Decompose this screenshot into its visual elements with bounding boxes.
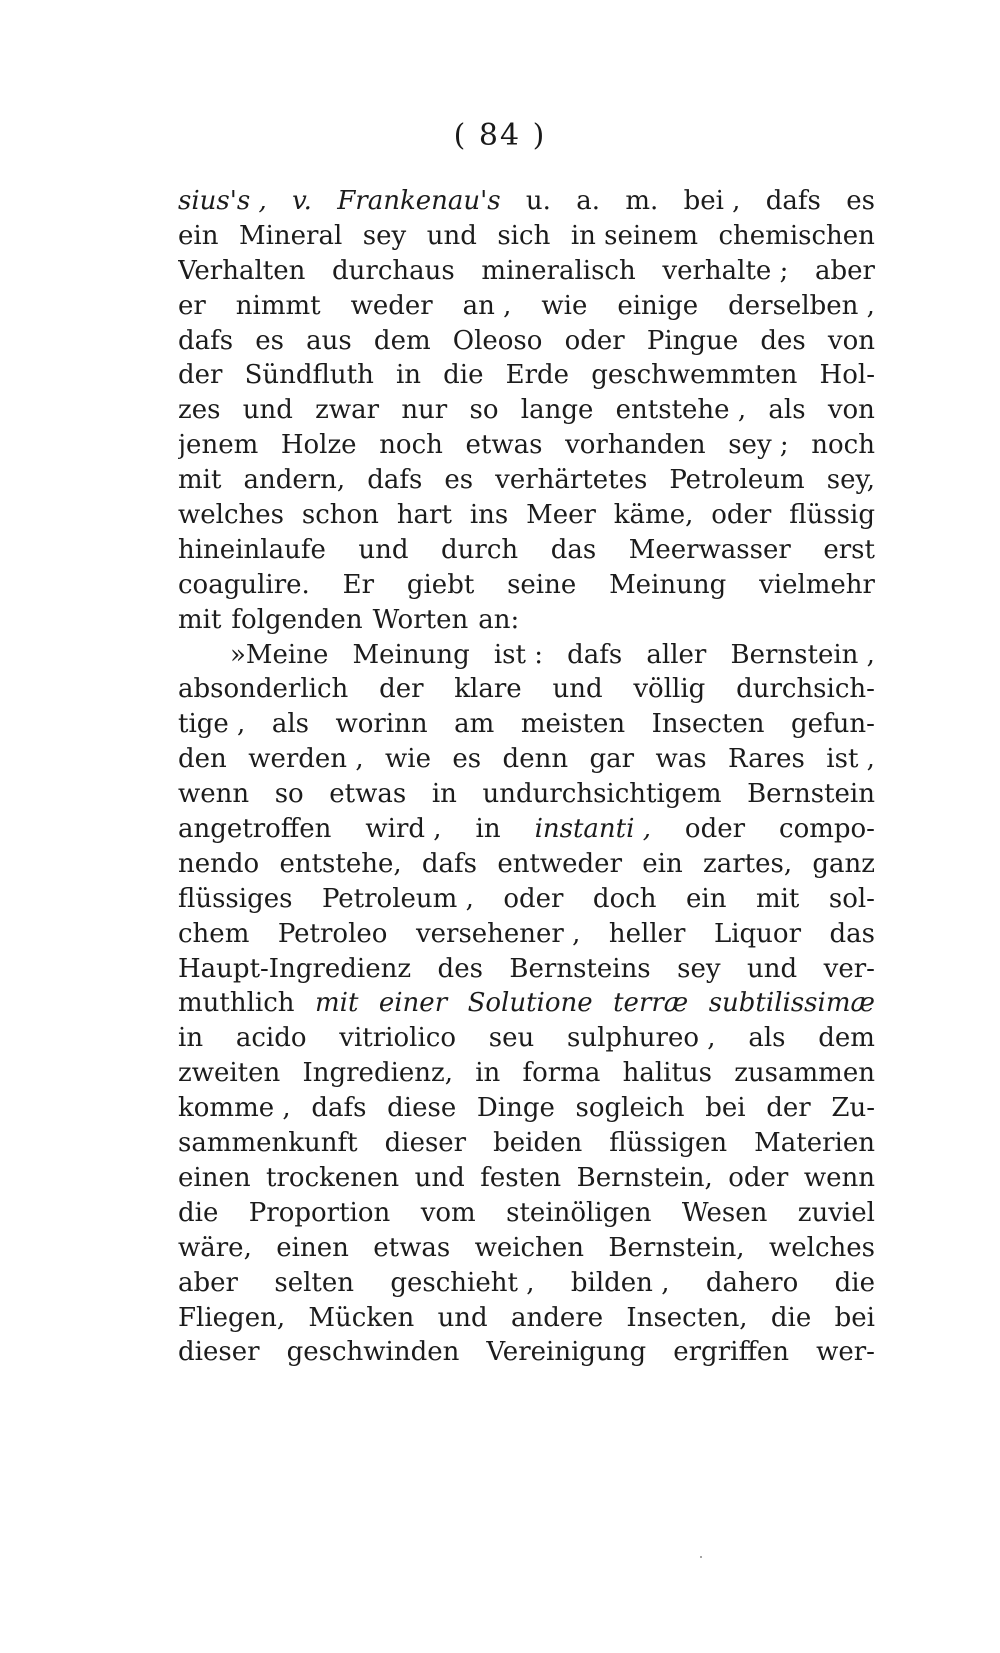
word: m. (625, 186, 659, 216)
word: sey, (826, 465, 875, 496)
word: ver- (823, 953, 875, 984)
word: er (178, 290, 206, 321)
word: am (454, 709, 495, 740)
word: das (829, 918, 875, 949)
word: Materien (754, 1128, 875, 1159)
text-line (178, 988, 875, 1023)
word: selten (274, 1267, 354, 1298)
word: sius's , (178, 186, 267, 216)
word: aber (815, 255, 875, 286)
word: oder (684, 814, 746, 845)
text-line (178, 919, 875, 954)
word: geschieht , (390, 1267, 535, 1298)
text-line (178, 849, 875, 884)
word: Insecten (651, 709, 765, 740)
word: als (748, 1023, 786, 1054)
word: zes (178, 395, 221, 426)
word: andern, (243, 465, 346, 496)
word: seine (507, 569, 577, 600)
word: hart (396, 500, 452, 531)
word: Holze (280, 430, 357, 461)
word: entweder (497, 848, 622, 879)
word: ergriffen (673, 1337, 790, 1368)
word: Meerwasser (628, 534, 791, 565)
word: Bernstein, (576, 1162, 713, 1193)
word: nimmt (235, 290, 321, 321)
word: Liquor (713, 918, 802, 949)
word: etwas (465, 430, 543, 461)
word: halitus (622, 1058, 713, 1089)
word: mineralisch (481, 255, 636, 286)
word: chem (178, 918, 250, 949)
word: als (271, 709, 309, 740)
text-line (178, 884, 875, 919)
word: oder (503, 883, 564, 914)
word: beiden (493, 1128, 583, 1159)
word: Solutione (467, 988, 593, 1019)
ink-speck (700, 1556, 702, 1558)
word: nendo (178, 848, 260, 879)
word: sulphureo , (567, 1023, 716, 1054)
word: als (768, 395, 806, 426)
word: dem (373, 325, 431, 356)
word: gefun- (790, 709, 875, 740)
word: Dinge (476, 1093, 555, 1124)
text-line (178, 1023, 875, 1058)
word: aller (646, 639, 707, 670)
text-line (178, 605, 875, 640)
word: dafs (421, 848, 478, 879)
word: Proportion (248, 1197, 391, 1228)
word: und (242, 395, 293, 426)
word: Vereinigung (486, 1337, 647, 1368)
word: schon (301, 500, 379, 531)
body-text (178, 186, 875, 1372)
word: den (178, 744, 227, 775)
word: Mücken (308, 1302, 415, 1333)
word: forma (522, 1058, 601, 1089)
word: dafs (178, 325, 234, 356)
word: mit (314, 988, 359, 1019)
word: sammenkunft (178, 1128, 358, 1159)
text-line (178, 500, 875, 535)
word: bilden , (570, 1267, 670, 1298)
word: zusammen (734, 1058, 875, 1089)
text-line (178, 709, 875, 744)
word: geschwinden (286, 1337, 460, 1368)
word: oder (711, 500, 772, 531)
text-line (178, 430, 875, 465)
word: wer- (816, 1337, 875, 1368)
word: giebt (406, 569, 475, 600)
word: chemischen (718, 220, 875, 251)
word: acido (235, 1023, 307, 1054)
word: so (274, 779, 304, 810)
word: derselben , (728, 290, 875, 321)
word: vitriolico (339, 1023, 456, 1054)
word: sey (677, 953, 721, 984)
word: wird , (365, 814, 442, 845)
text-line (178, 779, 875, 814)
text-line (178, 360, 875, 395)
text-line (178, 744, 875, 779)
text-line (178, 221, 875, 256)
word: es (444, 465, 474, 496)
word: Bernstein , (730, 639, 875, 670)
word: meisten (520, 709, 626, 740)
word: Hol- (819, 360, 875, 391)
word: komme , (178, 1093, 291, 1124)
word: flüssigen (609, 1128, 728, 1159)
word: steinöligen (506, 1197, 652, 1228)
text-line (178, 1303, 875, 1338)
word: es (255, 325, 285, 356)
word: ein (686, 883, 727, 914)
word: es (452, 744, 482, 775)
word: undurchsichtigem (482, 779, 722, 810)
word: wie (385, 744, 431, 775)
word: einige (617, 290, 699, 321)
word: wenn (803, 1162, 875, 1193)
word: es (846, 186, 875, 216)
text-line (178, 640, 875, 675)
word: tige , (178, 709, 246, 740)
word: von (827, 395, 875, 426)
word: ganz (812, 848, 875, 879)
word: diese (387, 1093, 457, 1124)
word: etwas (329, 779, 407, 810)
text-line (178, 570, 875, 605)
word: Sündfluth (244, 360, 374, 391)
word: entstehe , (615, 395, 747, 426)
word: von (827, 325, 875, 356)
word: einen (276, 1232, 349, 1263)
text-line (178, 1337, 875, 1372)
text-line (178, 1233, 875, 1268)
word: oder (564, 325, 625, 356)
text-line (178, 186, 875, 221)
word: weichen (474, 1232, 584, 1263)
word: klare (454, 674, 522, 705)
word: Bernstein (747, 779, 875, 810)
word: oder (728, 1162, 789, 1193)
word: seu (488, 1023, 535, 1054)
word: Fliegen, (178, 1302, 286, 1333)
word: was (655, 744, 707, 775)
text-line (178, 1198, 875, 1233)
word: flüssiges (178, 883, 293, 914)
word: Oleoso (452, 325, 543, 356)
word: an , (462, 290, 512, 321)
word: Insecten, (626, 1302, 748, 1333)
word: »Meine (230, 639, 329, 670)
word: nur (401, 395, 448, 426)
word: sich (497, 220, 551, 251)
word: welches (768, 1232, 875, 1263)
word: Frankenau's (337, 186, 501, 216)
word: das (550, 534, 597, 565)
word: die (443, 360, 484, 391)
word: in (395, 360, 422, 391)
word: welches (178, 500, 284, 531)
word: bei (834, 1302, 875, 1333)
word: vielmehr (759, 569, 875, 600)
word: sey ; (728, 430, 789, 461)
text-line (178, 954, 875, 989)
word: coagulire. (178, 569, 310, 600)
word: subtilissimæ (708, 988, 875, 1019)
word: vorhanden (565, 430, 706, 461)
word: einen (178, 1162, 251, 1193)
word: und (552, 674, 603, 705)
word: dahero (705, 1267, 799, 1298)
text-line (178, 1268, 875, 1303)
word: in (475, 1058, 501, 1089)
text-line (178, 814, 875, 849)
word: bei , (683, 186, 741, 216)
word: zartes, (703, 848, 793, 879)
word: und (437, 1302, 488, 1333)
word: sey (362, 220, 407, 251)
word: der (178, 360, 223, 391)
word: zwar (315, 395, 380, 426)
text-line (178, 1163, 875, 1198)
text-line (178, 1058, 875, 1093)
word: ein (642, 848, 683, 879)
word: angetroffen (178, 814, 332, 845)
word: wenn (178, 779, 250, 810)
word: aus (306, 325, 352, 356)
text-line (178, 395, 875, 430)
text-line (178, 1128, 875, 1163)
word: der (379, 674, 424, 705)
word: Zu- (831, 1093, 875, 1124)
word: vom (420, 1197, 476, 1228)
word: heller (608, 918, 686, 949)
word: werden , (248, 744, 364, 775)
word: verhalte ; (662, 255, 789, 286)
word: durchaus (332, 255, 455, 286)
word: die (770, 1302, 812, 1333)
word: Pingue (646, 325, 739, 356)
word: bei (705, 1093, 746, 1124)
word: Bernsteins (509, 953, 651, 984)
word: einer (378, 988, 448, 1019)
page-number: ( 84 ) (453, 118, 547, 153)
word: erst (823, 534, 875, 565)
word: an: (478, 604, 520, 635)
word: gar (589, 744, 635, 775)
word: so (469, 395, 499, 426)
word: wie (541, 290, 588, 321)
word: Meinung (352, 639, 470, 670)
word: die (834, 1267, 875, 1298)
word: jenem (178, 430, 259, 461)
word: absonderlich (178, 674, 349, 705)
word: denn (502, 744, 569, 775)
word: Meinung (609, 569, 727, 600)
word: dafs (367, 465, 423, 496)
word: doch (592, 883, 657, 914)
word: durchsich- (736, 674, 875, 705)
word: dafs (567, 639, 623, 670)
word: verhärtetes (495, 465, 648, 496)
word: v. (292, 186, 312, 216)
word: ins (469, 500, 509, 531)
word: des (760, 325, 806, 356)
word: mit (178, 465, 222, 496)
word: der (766, 1093, 811, 1124)
word: dafs (311, 1093, 367, 1124)
word: Wesen (681, 1197, 768, 1228)
word: Petroleum (669, 465, 805, 496)
word: festen (480, 1162, 562, 1193)
word: und (414, 1162, 465, 1193)
word: Ingredienz, (302, 1058, 453, 1089)
word: in (178, 1023, 204, 1054)
word: u. (525, 186, 551, 216)
word: sol- (828, 883, 875, 914)
word: zweiten (178, 1058, 281, 1089)
word: dieser (178, 1337, 260, 1368)
word: zuviel (797, 1197, 875, 1228)
text-line (178, 256, 875, 291)
word: ist , (826, 744, 875, 775)
word: instanti , (534, 814, 651, 845)
word: völlig (633, 674, 706, 705)
word: sogleich (575, 1093, 685, 1124)
text-line (178, 291, 875, 326)
word: in (475, 814, 501, 845)
word: durch (441, 534, 519, 565)
word: geschwemmten (591, 360, 798, 391)
word: in (431, 779, 457, 810)
word: Rares (728, 744, 805, 775)
word: a. (576, 186, 601, 216)
word: dieser (384, 1128, 467, 1159)
word: in seinem (570, 220, 698, 251)
word: Verhalten (178, 255, 306, 286)
word: Erde (505, 360, 570, 391)
word: noch (379, 430, 443, 461)
word: aber (178, 1267, 238, 1298)
text-line (178, 1093, 875, 1128)
word: und (747, 953, 798, 984)
text-line (178, 674, 875, 709)
word: terræ (613, 988, 689, 1019)
word: flüssig (789, 500, 875, 531)
word: die (178, 1197, 219, 1228)
word: hineinlaufe (178, 534, 326, 565)
word: Meer (526, 500, 596, 531)
word: Bernstein, (608, 1232, 745, 1263)
word: Mineral (238, 220, 343, 251)
word: und (426, 220, 477, 251)
word: mit (755, 883, 800, 914)
word: Er (342, 569, 375, 600)
word: dafs (765, 186, 821, 216)
word: dem (818, 1023, 875, 1054)
word: compo- (779, 814, 875, 845)
word: weder (350, 290, 433, 321)
word: und (358, 534, 409, 565)
word: Haupt-Ingredienz (178, 953, 412, 984)
word: käme, (613, 500, 694, 531)
word: Worten (372, 604, 469, 635)
word: muthlich (178, 988, 295, 1019)
word: mit (178, 604, 222, 635)
text-line (178, 535, 875, 570)
text-line (178, 465, 875, 500)
word: trockenen (266, 1162, 400, 1193)
word: entstehe, (279, 848, 402, 879)
word: Petroleo (277, 918, 388, 949)
word: des (437, 953, 483, 984)
word: andere (511, 1302, 604, 1333)
word: noch (811, 430, 875, 461)
word: versehener , (415, 918, 581, 949)
text-line (178, 326, 875, 361)
word: etwas (373, 1232, 451, 1263)
word: Petroleum , (321, 883, 474, 914)
word: folgenden (231, 604, 363, 635)
word: ist : (493, 639, 543, 670)
word: ein (178, 220, 219, 251)
word: lange (520, 395, 594, 426)
word: worinn (335, 709, 428, 740)
word: wäre, (178, 1232, 252, 1263)
